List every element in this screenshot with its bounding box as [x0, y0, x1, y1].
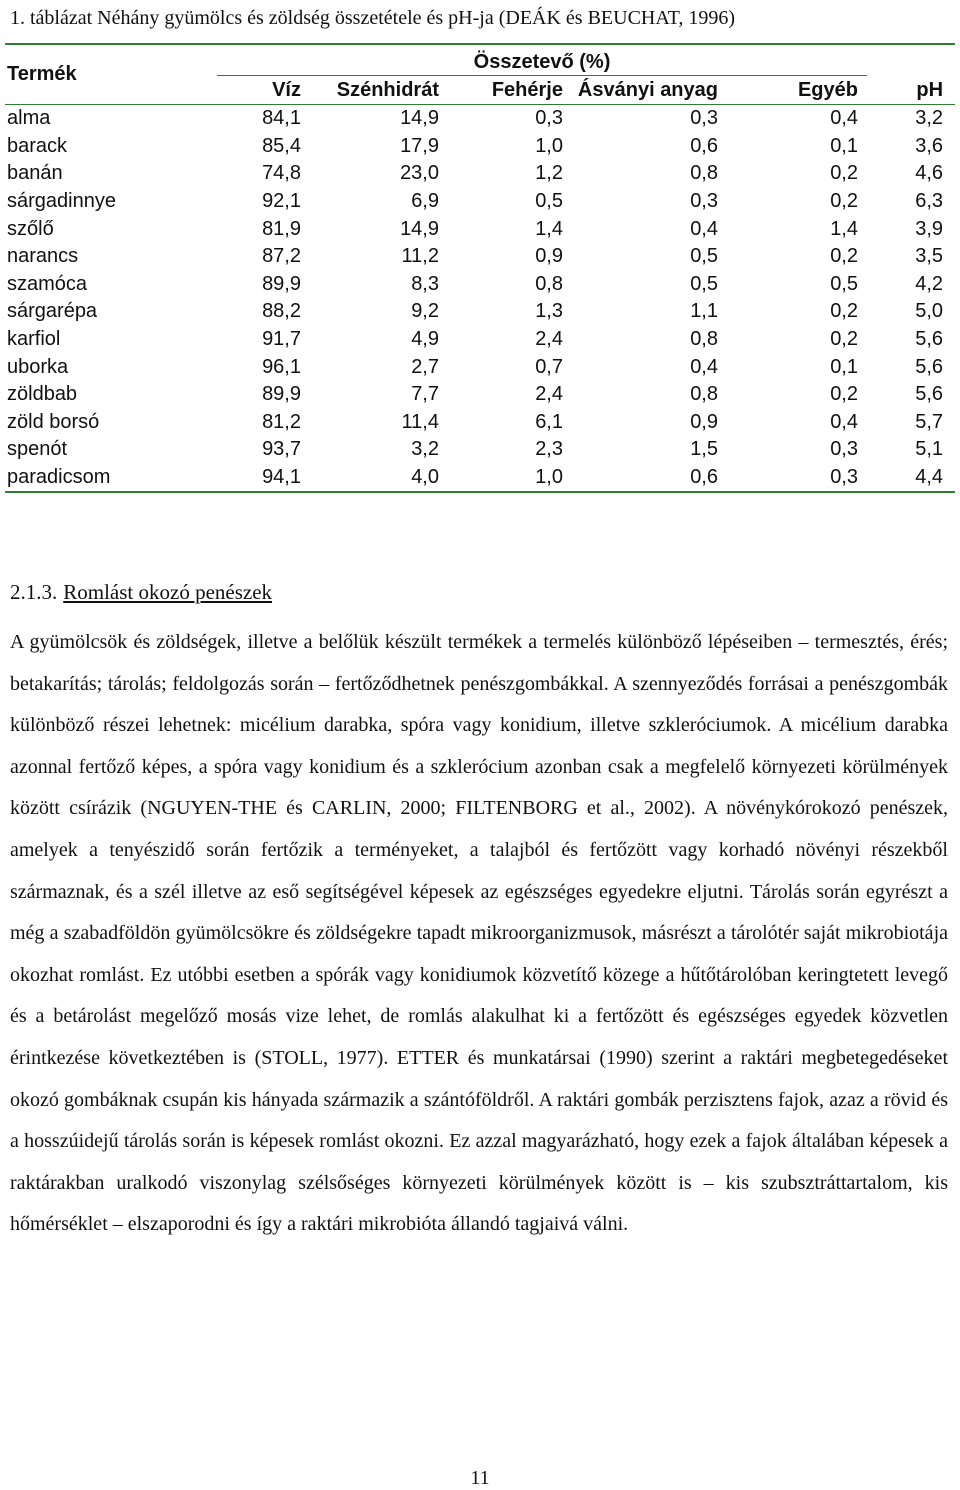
product-name-cell: zöldbab: [7, 383, 78, 406]
product-name-cell: banán: [7, 162, 63, 185]
value-cell: 1,4: [830, 217, 858, 240]
value-cell: 0,5: [690, 245, 718, 268]
value-cell: 0,4: [690, 355, 718, 378]
table-row: [5, 105, 955, 133]
value-cell: 92,1: [262, 190, 301, 213]
value-cell: 9,2: [411, 300, 439, 323]
value-cell: 0,4: [690, 217, 718, 240]
value-cell: 81,2: [262, 410, 301, 433]
value-cell: 2,4: [535, 328, 563, 351]
value-cell: 0,9: [535, 245, 563, 268]
value-cell: 96,1: [262, 355, 301, 378]
value-cell: 0,5: [690, 272, 718, 295]
value-cell: 88,2: [262, 300, 301, 323]
page-number: 11: [470, 1467, 490, 1489]
value-cell: 0,2: [830, 162, 858, 185]
value-cell: 3,2: [915, 107, 944, 130]
column-header: Szénhidrát: [336, 78, 439, 101]
value-cell: 5,6: [915, 355, 944, 378]
header-components-group: [215, 44, 955, 76]
value-cell: 4,0: [411, 466, 439, 489]
value-cell: 0,8: [690, 383, 718, 406]
column-header: Fehérje: [491, 78, 563, 101]
value-cell: 2,7: [411, 355, 439, 378]
value-cell: 1,2: [535, 162, 563, 185]
value-cell: 11,2: [401, 245, 439, 268]
product-name-cell: szamóca: [7, 272, 88, 295]
value-cell: 0,1: [830, 355, 858, 378]
section-heading: [10, 578, 272, 606]
value-cell: 0,8: [535, 272, 563, 295]
table-row: [5, 326, 955, 354]
table-row: [5, 160, 955, 188]
value-cell: 1,5: [690, 438, 718, 461]
value-cell: 0,6: [690, 466, 718, 489]
value-cell: 3,5: [915, 245, 944, 268]
value-cell: 3,2: [411, 438, 439, 461]
table-row: [5, 381, 955, 409]
product-name-cell: narancs: [7, 245, 79, 268]
value-cell: 5,7: [915, 410, 944, 433]
section-number: 2.1.3.: [10, 580, 58, 604]
value-cell: 8,3: [411, 272, 439, 295]
value-cell: 0,3: [690, 107, 718, 130]
value-cell: 74,8: [262, 162, 301, 185]
value-cell: 89,9: [262, 383, 301, 406]
value-cell: 1,1: [690, 300, 718, 323]
value-cell: 0,7: [535, 355, 563, 378]
value-cell: 91,7: [262, 328, 301, 351]
value-cell: 5,0: [915, 300, 944, 323]
table-row: [5, 353, 955, 381]
value-cell: 14,9: [400, 107, 439, 130]
product-name-cell: sárgadinnye: [7, 190, 116, 213]
value-cell: 0,2: [830, 245, 858, 268]
value-cell: 0,4: [830, 107, 858, 130]
value-cell: 14,9: [400, 217, 439, 240]
product-name-cell: szőlő: [7, 217, 54, 240]
composition-table: [5, 43, 955, 493]
value-cell: 0,5: [535, 190, 563, 213]
value-cell: 5,6: [915, 383, 944, 406]
product-name-cell: karfiol: [7, 328, 61, 351]
table-body: [5, 105, 955, 493]
value-cell: 17,9: [400, 134, 439, 157]
value-cell: 6,3: [915, 190, 944, 213]
value-cell: 4,4: [915, 466, 944, 489]
product-name-cell: paradicsom: [7, 466, 111, 489]
value-cell: 0,2: [830, 300, 858, 323]
product-name-cell: barack: [7, 134, 68, 157]
table-row: [5, 243, 955, 271]
value-cell: 4,9: [411, 328, 439, 351]
value-cell: 6,9: [411, 190, 439, 213]
value-cell: 1,0: [535, 134, 563, 157]
value-cell: 0,1: [830, 134, 858, 157]
value-cell: 0,2: [830, 190, 858, 213]
value-cell: 84,1: [262, 107, 301, 130]
value-cell: 89,9: [262, 272, 301, 295]
value-cell: 5,6: [915, 328, 944, 351]
value-cell: 0,3: [830, 466, 858, 489]
value-cell: 0,5: [830, 272, 858, 295]
value-cell: 23,0: [400, 162, 439, 185]
value-cell: 6,1: [535, 410, 563, 433]
value-cell: 11,4: [401, 410, 439, 433]
column-header: pH: [916, 78, 944, 101]
column-header: Ásványi anyag: [577, 78, 718, 101]
header-components-label: Összetevő (%): [217, 51, 867, 76]
value-cell: 2,4: [535, 383, 563, 406]
value-cell: 2,3: [535, 438, 563, 461]
table-row: [5, 409, 955, 437]
value-cell: 0,4: [830, 410, 858, 433]
value-cell: 0,9: [690, 410, 718, 433]
value-cell: 1,0: [535, 466, 563, 489]
table-row: [5, 464, 955, 493]
value-cell: 0,8: [690, 162, 718, 185]
table-row: [5, 271, 955, 299]
table-row: [5, 298, 955, 326]
table-row: [5, 215, 955, 243]
value-cell: 0,3: [690, 190, 718, 213]
column-header: Egyéb: [797, 78, 858, 101]
value-cell: 0,3: [535, 107, 563, 130]
value-cell: 1,4: [535, 217, 563, 240]
column-header: Víz: [272, 78, 301, 101]
value-cell: 0,2: [830, 328, 858, 351]
product-name-cell: sárgarépa: [7, 300, 98, 323]
product-name-cell: alma: [7, 107, 51, 130]
value-cell: 85,4: [262, 134, 301, 157]
value-cell: 0,6: [690, 134, 718, 157]
section-title: Romlást okozó penészek: [63, 580, 273, 604]
product-name-cell: zöld borsó: [7, 410, 100, 433]
value-cell: 94,1: [262, 466, 301, 489]
value-cell: 87,2: [262, 245, 301, 268]
table-row: [5, 436, 955, 464]
value-cell: 93,7: [262, 438, 301, 461]
value-cell: 3,9: [915, 217, 944, 240]
table-caption: 1. táblázat Néhány gyümölcs és zöldség összetétele és pH-ja (DEÁK és BEUCHAT, 1996): [10, 7, 735, 29]
product-name-cell: uborka: [7, 355, 69, 378]
value-cell: 5,1: [915, 438, 944, 461]
header-product: Termék: [7, 63, 77, 85]
value-cell: 7,7: [411, 383, 439, 406]
value-cell: 3,6: [915, 134, 944, 157]
table-row: [5, 133, 955, 161]
value-cell: 0,3: [830, 438, 858, 461]
product-name-cell: spenót: [7, 438, 68, 461]
body-paragraph: A gyümölcsök és zöldségek, illetve a belőlük készült termékek a termelés különböző lépéseiben – termesztés, érés; betakarítás; tárolás; feldolgozás során – fertőződhetnek penészgombákkal. A szennyeződés forrásai a penészgombák különböző részei lehetnek: micélium darabka, spóra vagy konidium, illetve szkleróciumok. A micélium darabka azonnal fertőző képes, a spóra vagy konidium és a szklerócium azonban csak a megfelelő környezeti körülmények között csírázik (NGUYEN-THE és CARLIN, 2000; FILTENBORG et al., 2002). A növénykórokozó penészek, amelyek a tenyészidő során fertőzik a terményeket, a talajból és fertőzött vagy korhadó növényi részekből származnak, és a szél illetve az eső segítségével képesek az egészséges egyedekre eljutni. Tárolás során egyrészt a még a szabadföldön gyümölcsökre és zöldségekre tapadt mikroorganizmusok, másrészt a tárolótér saját mikrobiotája okozhat romlást. Ez utóbbi esetben a spórák vagy konidiumok közvetítő közege a hűtőtárolóban keringtetett levegő és a betárolást megelőző mosás vize lehet, de romlás alakulhat ki a fertőzött és egészséges egyedek közvetlen érintkezése következtében is (STOLL, 1977). ETTER és munkatársai (1990) szerint a raktári megbetegedéseket okozó gombáknak csupán kis hányada származik a szántóföldről. A raktári gombák perzisztens fajok, azaz a rövid és a hosszúidejű tárolás során is képesek romlást okozni. Ez azzal magyarázható, hogy ezek a fajok általában képesek a raktárakban uralkodó viszonylag szélsőséges környezeti körülmények között is – kis szubsztráttartalom, kis hőmérséklet – elszaporodni és így a raktári mikrobióta állandó tagjaivá válni.: [10, 631, 948, 1236]
value-cell: 0,2: [830, 383, 858, 406]
value-cell: 81,9: [262, 217, 301, 240]
value-cell: 4,2: [915, 272, 944, 295]
value-cell: 4,6: [915, 162, 944, 185]
value-cell: 0,8: [690, 328, 718, 351]
value-cell: 1,3: [535, 300, 563, 323]
table-row: [5, 188, 955, 216]
